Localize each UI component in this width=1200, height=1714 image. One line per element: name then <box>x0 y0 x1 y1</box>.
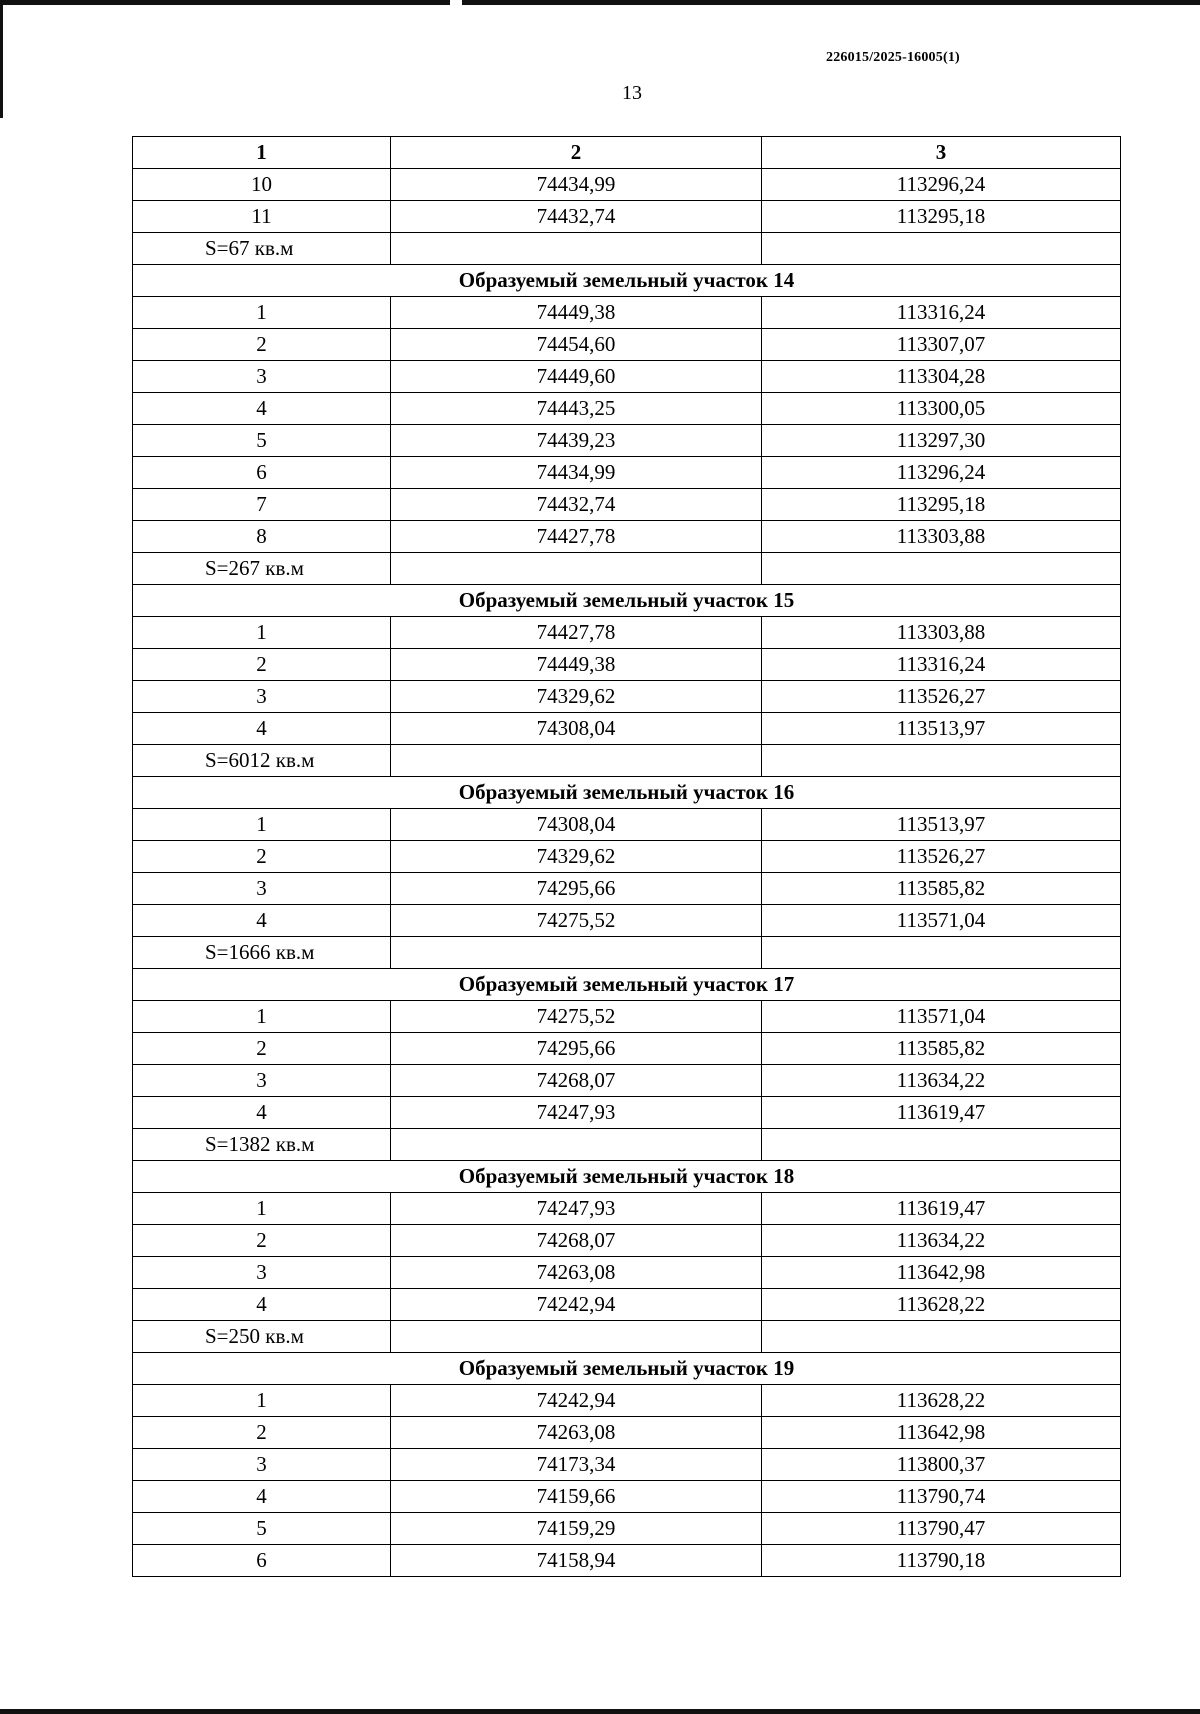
y-coordinate-cell: 113526,27 <box>762 841 1121 873</box>
x-coordinate-cell: 74449,38 <box>391 649 762 681</box>
area-row <box>133 1129 1121 1161</box>
point-number-cell: 2 <box>133 329 391 361</box>
point-number-cell: 6 <box>133 457 391 489</box>
scan-edge-top-left <box>0 0 450 5</box>
point-number-cell: 1 <box>133 1193 391 1225</box>
table-row <box>133 1545 1121 1577</box>
area-row <box>133 745 1121 777</box>
y-coordinate-cell: 113513,97 <box>762 713 1121 745</box>
coordinates-table-wrapper <box>132 136 1120 1577</box>
document-number: 226015/2025-16005(1) <box>826 50 960 65</box>
point-number-cell: 1 <box>133 809 391 841</box>
section-title: Образуемый земельный участок 18 <box>133 1161 1121 1193</box>
x-coordinate-cell: 74434,99 <box>391 457 762 489</box>
point-number-cell: 2 <box>133 1033 391 1065</box>
point-number-cell: 3 <box>133 361 391 393</box>
table-row <box>133 873 1121 905</box>
point-number-cell: 3 <box>133 1449 391 1481</box>
section-title: Образуемый земельный участок 15 <box>133 585 1121 617</box>
point-number-cell: 2 <box>133 1225 391 1257</box>
x-coordinate-cell: 74432,74 <box>391 489 762 521</box>
header-cell-x: 2 <box>391 137 762 169</box>
x-coordinate-cell: 74295,66 <box>391 1033 762 1065</box>
y-coordinate-cell: 113619,47 <box>762 1193 1121 1225</box>
table-row <box>133 809 1121 841</box>
y-coordinate-cell: 113295,18 <box>762 489 1121 521</box>
x-coordinate-cell: 74247,93 <box>391 1097 762 1129</box>
x-coordinate-cell: 74275,52 <box>391 1001 762 1033</box>
x-coordinate-cell: 74329,62 <box>391 841 762 873</box>
x-coordinate-cell: 74263,08 <box>391 1417 762 1449</box>
point-number-cell: 4 <box>133 905 391 937</box>
table-row <box>133 1481 1121 1513</box>
y-coordinate-cell: 113628,22 <box>762 1289 1121 1321</box>
point-number-cell: 3 <box>133 681 391 713</box>
section-title-row <box>133 969 1121 1001</box>
empty-cell <box>391 233 762 265</box>
y-coordinate-cell: 113585,82 <box>762 873 1121 905</box>
y-coordinate-cell: 113295,18 <box>762 201 1121 233</box>
empty-cell <box>762 553 1121 585</box>
y-coordinate-cell: 113297,30 <box>762 425 1121 457</box>
y-coordinate-cell: 113526,27 <box>762 681 1121 713</box>
header-cell-y: 3 <box>762 137 1121 169</box>
x-coordinate-cell: 74263,08 <box>391 1257 762 1289</box>
x-coordinate-cell: 74159,29 <box>391 1513 762 1545</box>
x-coordinate-cell: 74295,66 <box>391 873 762 905</box>
x-coordinate-cell: 74427,78 <box>391 617 762 649</box>
x-coordinate-cell: 74449,60 <box>391 361 762 393</box>
point-number-cell: 4 <box>133 713 391 745</box>
empty-cell <box>762 745 1121 777</box>
point-number-cell: 1 <box>133 1001 391 1033</box>
area-value-cell: S=250 кв.м <box>133 1321 391 1353</box>
table-row <box>133 393 1121 425</box>
point-number-cell: 3 <box>133 1065 391 1097</box>
section-title-row <box>133 585 1121 617</box>
table-row <box>133 169 1121 201</box>
x-coordinate-cell: 74173,34 <box>391 1449 762 1481</box>
point-number-cell: 6 <box>133 1545 391 1577</box>
x-coordinate-cell: 74432,74 <box>391 201 762 233</box>
x-coordinate-cell: 74268,07 <box>391 1225 762 1257</box>
y-coordinate-cell: 113800,37 <box>762 1449 1121 1481</box>
y-coordinate-cell: 113300,05 <box>762 393 1121 425</box>
y-coordinate-cell: 113296,24 <box>762 457 1121 489</box>
table-row <box>133 201 1121 233</box>
section-title-row <box>133 1353 1121 1385</box>
point-number-cell: 4 <box>133 393 391 425</box>
point-number-cell: 5 <box>133 425 391 457</box>
point-number-cell: 1 <box>133 617 391 649</box>
table-row <box>133 1097 1121 1129</box>
scan-edge-top-right <box>462 0 1200 5</box>
point-number-cell: 3 <box>133 873 391 905</box>
table-row <box>133 297 1121 329</box>
point-number-cell: 10 <box>133 169 391 201</box>
empty-cell <box>391 553 762 585</box>
empty-cell <box>762 233 1121 265</box>
section-title: Образуемый земельный участок 17 <box>133 969 1121 1001</box>
area-value-cell: S=1666 кв.м <box>133 937 391 969</box>
y-coordinate-cell: 113642,98 <box>762 1417 1121 1449</box>
x-coordinate-cell: 74308,04 <box>391 809 762 841</box>
table-row <box>133 489 1121 521</box>
table-header-row <box>133 137 1121 169</box>
y-coordinate-cell: 113634,22 <box>762 1225 1121 1257</box>
table-row <box>133 1289 1121 1321</box>
x-coordinate-cell: 74329,62 <box>391 681 762 713</box>
y-coordinate-cell: 113634,22 <box>762 1065 1121 1097</box>
point-number-cell: 5 <box>133 1513 391 1545</box>
table-row <box>133 425 1121 457</box>
table-row <box>133 1449 1121 1481</box>
x-coordinate-cell: 74443,25 <box>391 393 762 425</box>
table-row <box>133 1033 1121 1065</box>
table-row <box>133 329 1121 361</box>
x-coordinate-cell: 74268,07 <box>391 1065 762 1097</box>
section-title: Образуемый земельный участок 14 <box>133 265 1121 297</box>
area-row <box>133 1321 1121 1353</box>
y-coordinate-cell: 113303,88 <box>762 521 1121 553</box>
point-number-cell: 3 <box>133 1257 391 1289</box>
y-coordinate-cell: 113316,24 <box>762 297 1121 329</box>
y-coordinate-cell: 113642,98 <box>762 1257 1121 1289</box>
table-row <box>133 1257 1121 1289</box>
table-row <box>133 521 1121 553</box>
table-row <box>133 1385 1121 1417</box>
table-row <box>133 1001 1121 1033</box>
point-number-cell: 1 <box>133 297 391 329</box>
page-number: 13 <box>622 82 642 104</box>
point-number-cell: 7 <box>133 489 391 521</box>
area-value-cell: S=1382 кв.м <box>133 1129 391 1161</box>
y-coordinate-cell: 113316,24 <box>762 649 1121 681</box>
table-row <box>133 1193 1121 1225</box>
y-coordinate-cell: 113571,04 <box>762 905 1121 937</box>
x-coordinate-cell: 74247,93 <box>391 1193 762 1225</box>
area-value-cell: S=6012 кв.м <box>133 745 391 777</box>
section-title-row <box>133 1161 1121 1193</box>
point-number-cell: 8 <box>133 521 391 553</box>
point-number-cell: 2 <box>133 841 391 873</box>
table-row <box>133 1417 1121 1449</box>
header-cell-point: 1 <box>133 137 391 169</box>
point-number-cell: 4 <box>133 1097 391 1129</box>
point-number-cell: 4 <box>133 1481 391 1513</box>
section-title: Образуемый земельный участок 19 <box>133 1353 1121 1385</box>
point-number-cell: 4 <box>133 1289 391 1321</box>
table-row <box>133 361 1121 393</box>
y-coordinate-cell: 113303,88 <box>762 617 1121 649</box>
table-row <box>133 841 1121 873</box>
point-number-cell: 2 <box>133 649 391 681</box>
y-coordinate-cell: 113619,47 <box>762 1097 1121 1129</box>
table-row <box>133 681 1121 713</box>
area-value-cell: S=67 кв.м <box>133 233 391 265</box>
table-row <box>133 1225 1121 1257</box>
table-row <box>133 617 1121 649</box>
y-coordinate-cell: 113790,74 <box>762 1481 1121 1513</box>
y-coordinate-cell: 113304,28 <box>762 361 1121 393</box>
empty-cell <box>391 937 762 969</box>
empty-cell <box>391 745 762 777</box>
x-coordinate-cell: 74242,94 <box>391 1385 762 1417</box>
section-title: Образуемый земельный участок 16 <box>133 777 1121 809</box>
coordinates-table <box>132 136 1121 1577</box>
y-coordinate-cell: 113307,07 <box>762 329 1121 361</box>
table-row <box>133 713 1121 745</box>
x-coordinate-cell: 74434,99 <box>391 169 762 201</box>
area-value-cell: S=267 кв.м <box>133 553 391 585</box>
x-coordinate-cell: 74275,52 <box>391 905 762 937</box>
table-row <box>133 1513 1121 1545</box>
x-coordinate-cell: 74427,78 <box>391 521 762 553</box>
section-title-row <box>133 265 1121 297</box>
area-row <box>133 233 1121 265</box>
y-coordinate-cell: 113571,04 <box>762 1001 1121 1033</box>
table-row <box>133 905 1121 937</box>
y-coordinate-cell: 113585,82 <box>762 1033 1121 1065</box>
y-coordinate-cell: 113296,24 <box>762 169 1121 201</box>
table-row <box>133 1065 1121 1097</box>
y-coordinate-cell: 113513,97 <box>762 809 1121 841</box>
point-number-cell: 11 <box>133 201 391 233</box>
area-row <box>133 937 1121 969</box>
x-coordinate-cell: 74308,04 <box>391 713 762 745</box>
x-coordinate-cell: 74449,38 <box>391 297 762 329</box>
scan-edge-bottom <box>0 1709 1200 1714</box>
empty-cell <box>391 1321 762 1353</box>
x-coordinate-cell: 74159,66 <box>391 1481 762 1513</box>
y-coordinate-cell: 113628,22 <box>762 1385 1121 1417</box>
x-coordinate-cell: 74158,94 <box>391 1545 762 1577</box>
x-coordinate-cell: 74439,23 <box>391 425 762 457</box>
empty-cell <box>762 1321 1121 1353</box>
point-number-cell: 1 <box>133 1385 391 1417</box>
point-number-cell: 2 <box>133 1417 391 1449</box>
y-coordinate-cell: 113790,18 <box>762 1545 1121 1577</box>
y-coordinate-cell: 113790,47 <box>762 1513 1121 1545</box>
x-coordinate-cell: 74242,94 <box>391 1289 762 1321</box>
empty-cell <box>762 937 1121 969</box>
table-row <box>133 457 1121 489</box>
empty-cell <box>762 1129 1121 1161</box>
table-row <box>133 649 1121 681</box>
section-title-row <box>133 777 1121 809</box>
coordinates-table-body <box>133 137 1121 1577</box>
empty-cell <box>391 1129 762 1161</box>
area-row <box>133 553 1121 585</box>
x-coordinate-cell: 74454,60 <box>391 329 762 361</box>
